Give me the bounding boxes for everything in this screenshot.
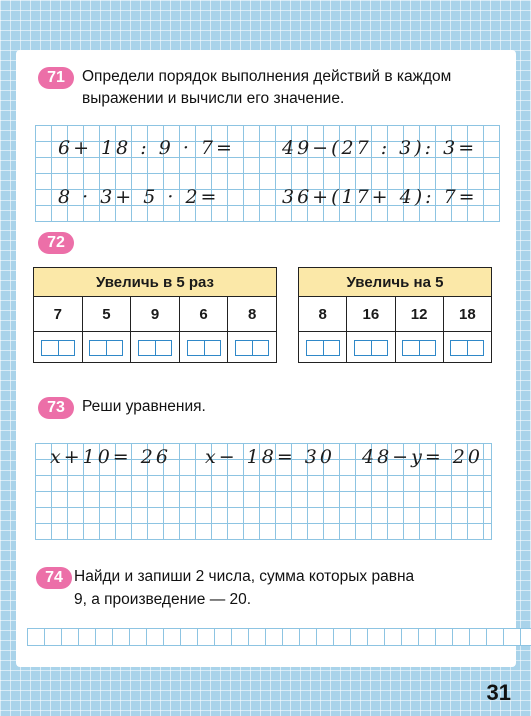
task-72-badge: 72 xyxy=(38,232,74,254)
task-73-equation-3: 48−y= 20 xyxy=(362,446,483,468)
task-71-badge: 71 xyxy=(38,67,74,89)
task-74-text-line1: Найди и запиши 2 числа, сумма которых равна xyxy=(74,568,415,585)
task-73-equation-1: x+10= 26 xyxy=(50,446,171,468)
task-74-badge: 74 xyxy=(36,567,72,589)
task-73-text: Реши уравнения. xyxy=(82,398,206,415)
task-72-table-add xyxy=(298,267,492,363)
table-value: 7 xyxy=(34,297,83,332)
table-value: 18 xyxy=(443,297,491,332)
task-71-text-line1: Определи порядок выполнения действий в каждом xyxy=(82,68,452,85)
task-71-expression-4: 36+(17+ 4): 7= xyxy=(282,186,478,208)
table-value: 8 xyxy=(228,297,277,332)
table-header-multiply: Увеличь в 5 раз xyxy=(34,268,277,297)
task-73-equation-2: x− 18= 30 xyxy=(205,446,335,468)
answer-box[interactable] xyxy=(450,340,484,356)
task-73-badge: 73 xyxy=(38,397,74,419)
table-value: 9 xyxy=(131,297,180,332)
answer-box[interactable] xyxy=(306,340,340,356)
task-74-text-line2: 9, а произведение — 20. xyxy=(74,591,252,608)
task-71-expression-3: 8 · 3+ 5 · 2= xyxy=(58,186,220,208)
task-71-expression-2: 49−(27 : 3): 3= xyxy=(282,137,478,159)
table-value: 5 xyxy=(82,297,131,332)
answer-box[interactable] xyxy=(41,340,75,356)
table-value: 12 xyxy=(395,297,443,332)
task-72-table-multiply xyxy=(33,267,277,363)
answer-box[interactable] xyxy=(402,340,436,356)
page-number: 31 xyxy=(486,680,511,705)
table-header-add: Увеличь на 5 xyxy=(299,268,492,297)
answer-box[interactable] xyxy=(138,340,172,356)
task-71-expression-1: 6+ 18 : 9 · 7= xyxy=(58,137,235,159)
table-value: 6 xyxy=(179,297,228,332)
task-71-text-line2: выражении и вычисли его значение. xyxy=(82,90,345,107)
answer-box[interactable] xyxy=(89,340,123,356)
answer-box[interactable] xyxy=(354,340,388,356)
answer-box[interactable] xyxy=(235,340,269,356)
task-74-answer-cells[interactable] xyxy=(28,628,531,646)
table-value: 16 xyxy=(347,297,395,332)
answer-box[interactable] xyxy=(187,340,221,356)
table-value: 8 xyxy=(299,297,347,332)
